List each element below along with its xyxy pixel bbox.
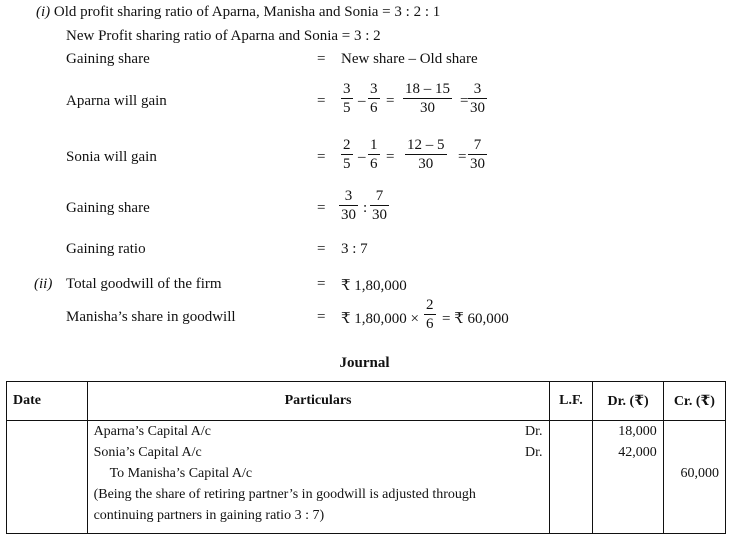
particulars-header: Particulars (87, 382, 549, 421)
aparna-gain-label: Aparna will gain (66, 93, 167, 109)
denominator: 30 (470, 100, 485, 116)
numerator: 3 (343, 81, 351, 97)
numerator: 3 (370, 81, 378, 97)
equals-sign: = (317, 241, 326, 257)
equals-sign: = (386, 93, 395, 109)
numerator: 3 (473, 81, 482, 97)
manisha-share-prefix: ₹ 1,80,000 × (341, 311, 420, 327)
equals-sign: = (317, 309, 326, 325)
denominator: 30 (372, 207, 387, 223)
total-goodwill-label: Total goodwill of the firm (66, 276, 222, 292)
numerator: 7 (473, 137, 482, 153)
part-ii-label-text: (ii) (34, 276, 53, 292)
entry-line (94, 442, 543, 463)
fraction (341, 136, 353, 173)
entry-account: To Manisha’s Capital A/c (109, 466, 253, 481)
part-i-label: (i) (36, 4, 51, 20)
minus-sign: – (358, 93, 366, 109)
entry-line (94, 421, 543, 442)
cr-header: Cr. (₹) (663, 382, 725, 421)
journal-table (6, 381, 726, 534)
date-header: Date (7, 382, 88, 421)
dr-amount: 42,000 (618, 445, 657, 460)
equals-sign: = (458, 149, 467, 165)
denominator: 30 (341, 207, 356, 223)
manisha-share-label: Manisha’s share in goodwill (66, 309, 236, 325)
numerator: 1 (370, 137, 378, 153)
entry-account: Sonia’s Capital A/c (93, 445, 202, 460)
dr-cell (593, 421, 663, 534)
equals-sign: = (317, 276, 326, 292)
narration-line: continuing partners in gaining ratio 3 : 7) (93, 508, 325, 523)
part-ii-label (34, 276, 52, 293)
numerator: 12 – 5 (407, 137, 445, 153)
date-cell (7, 421, 88, 534)
dr-marker: Dr. (525, 445, 543, 460)
equals-sign: = (460, 93, 469, 109)
total-goodwill-value: ₹ 1,80,000 (341, 278, 407, 294)
numerator: 18 – 15 (405, 81, 450, 97)
equals-sign: = (317, 93, 326, 109)
gaining-ratio-label: Gaining ratio (66, 241, 146, 257)
sonia-gain-label: Sonia will gain (66, 149, 157, 165)
narration-line: (Being the share of retiring partner’s in goodwill is adjusted through (93, 487, 476, 502)
new-ratio-text: New Profit sharing ratio of Aparna and Sonia = 3 : 2 (66, 28, 381, 44)
fraction (368, 80, 380, 117)
equals-sign: = (317, 200, 326, 216)
fraction (339, 187, 358, 224)
denominator: 30 (470, 156, 485, 172)
entry-line (94, 463, 543, 484)
manisha-share-result: = ₹ 60,000 (442, 311, 509, 327)
numerator: 2 (343, 137, 351, 153)
dr-header: Dr. (₹) (593, 382, 663, 421)
journal-title: Journal (339, 355, 390, 371)
denominator: 5 (343, 100, 351, 116)
journal-entry-row (7, 421, 726, 534)
colon-sign: : (363, 200, 368, 216)
equals-sign: = (317, 149, 326, 165)
lf-header: L.F. (549, 382, 593, 421)
lf-cell (549, 421, 593, 534)
cr-cell (663, 421, 725, 534)
entry-account: Aparna’s Capital A/c (93, 424, 211, 439)
fraction (405, 136, 447, 173)
part-i-line1 (36, 4, 440, 21)
cr-amount: 60,000 (680, 466, 719, 481)
fraction (370, 187, 389, 224)
denominator: 30 (418, 156, 434, 172)
fraction (368, 136, 380, 173)
denominator: 6 (426, 316, 434, 332)
dr-marker: Dr. (525, 424, 543, 439)
old-ratio-text: Old profit sharing ratio of Aparna, Manisha and Sonia = 3 : 2 : 1 (53, 4, 441, 20)
fraction (424, 296, 436, 333)
denominator: 5 (343, 156, 351, 172)
denominator: 30 (420, 100, 435, 116)
gaining-ratio-value: 3 : 7 (341, 241, 368, 257)
fraction (341, 80, 353, 117)
gaining-share-def-value: New share – Old share (341, 51, 478, 67)
minus-sign: – (358, 149, 366, 165)
gaining-share-label: Gaining share (66, 200, 150, 216)
fraction (468, 136, 487, 173)
journal-header-row (7, 382, 726, 421)
gaining-share-def-label: Gaining share (66, 51, 150, 67)
numerator: 7 (375, 188, 384, 204)
fraction (468, 80, 487, 117)
dr-amount: 18,000 (618, 424, 657, 439)
numerator: 3 (344, 188, 353, 204)
numerator: 2 (426, 297, 434, 313)
denominator: 6 (370, 156, 378, 172)
fraction (403, 80, 452, 117)
equals-sign: = (386, 149, 395, 165)
particulars-cell (87, 421, 549, 534)
equals-sign: = (317, 51, 326, 67)
denominator: 6 (370, 100, 378, 116)
